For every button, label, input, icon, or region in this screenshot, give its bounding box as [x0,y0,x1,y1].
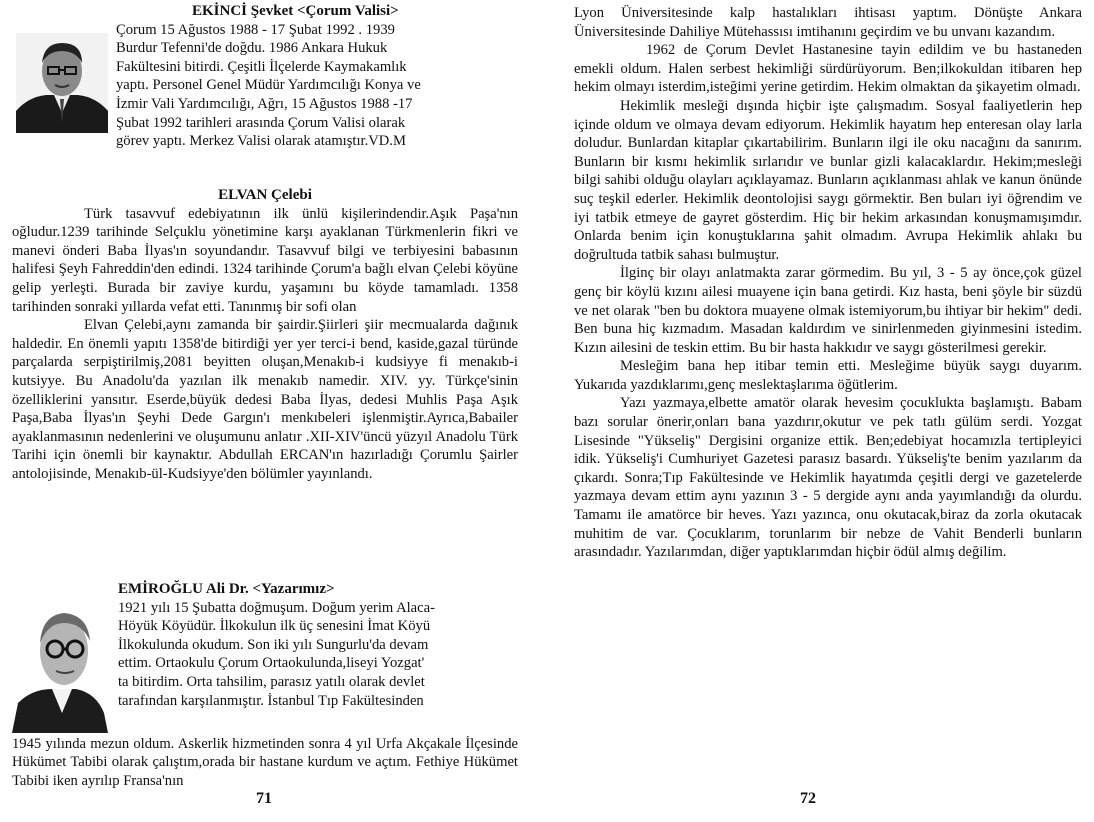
body-paragraph: Elvan Çelebi,aynı zamanda bir şairdir.Şiirleri şiir mecmualarda dağınık haldedir. En önemli yapıtı 1358'de bitirdiği yer yer terci-i bend, kaside,gazal türünde parçalarda serpiştirilmiş,2081 beyitten oluşan,Menakıb-i kudsiyye fi menakıb-i kutsiyye. Bu Anadolu'da yazılan ilk menakıb namedir. XIV. yy. Türkçe'sinin özelliklerini yansıtır. Eserde,büyük dedesi Baba İlyas, dedesi Muhlis Paşa Aşık Paşa,Baba İlyas'ın Şeyhi Dede Gargın'ı menkıbeleri işlenmiştir.Ayrıca,Babailer ayaklanmasının nedenlerini ve oluşumunu anlatır .XII-XIV'üncü yüzyıl Anadolu Türk Tarihi için önemli bir kaynaktır. Abdullah ERCAN'ın hazırladığı Çorumlu Şairler antolojisinde, Menakıb-ül-Kudsiyye'den bölümler yayınlandı. [12,317,518,482]
entry-heading: EMİROĞLU Ali Dr. <Yazarımız> [118,581,335,597]
portrait-photo-ekinci [16,33,108,133]
entry-line: ettim. Ortaokulu Çorum Ortaokulunda,liseyi Yozgat' [118,655,425,672]
entry-heading: EKİNCİ Şevket <Çorum Valisi> [192,3,399,19]
entry-line: tarafından karşılanmıştır. İstanbul Tıp Fakültesinden [118,692,424,709]
entry-line: Fakültesini bitirdi. Çeşitli İlçelerde Kaymakamlık [116,58,407,75]
entry-line: 1921 yılı 15 Şubatta doğmuşum. Doğum yerim Alaca- [118,599,435,616]
entry-line: Şubat 1992 tarihleri arasında Çorum Valisi olarak [116,114,406,131]
entry-line: Höyük Köyüdür. İlkokulun ilk üç senesini İmat Köyü [118,618,431,635]
entry-elvan-celebi [12,186,518,484]
entry-emiroglu-ali [12,566,518,790]
page-number: 71 [256,790,272,807]
body-paragraph: Mesleğim bana hep itibar temin etti. Mesleğime büyük saygı duyarım. Yukarıda yazdıklarımı,genç meslektaşlarıma öğütlerim. [574,358,1082,393]
right-page [574,0,1082,822]
body-paragraph: 1962 de Çorum Devlet Hastanesine tayin edildim ve bu hastaneden emekli oldum. Halen serbest hekimliği sürdürüyorum. Ben;ilkokuldan itibaren hep hekim olmayı isterdim,isteğimi yerine getirdim. Hekim olmaktan da şikayetim olmadı. [574,42,1082,96]
page-number: 72 [800,790,816,807]
entry-line: ta bitirdim. Orta tahsilim, parasız yatılı olarak devlet [118,673,425,690]
entry-line: Çorum 15 Ağustos 1988 - 17 Şubat 1992 . 1939 [116,21,395,38]
entry-line: görev yaptı. Merkez Valisi olarak atamıştır.VD.M [116,133,406,150]
body-paragraph: Türk tasavvuf edebiyatının ilk ünlü kişilerindendir.Aşık Paşa'nın oğludur.1239 tarihinde Selçuklu yönetimine karşı ayaklanan Türkmenlerin fikri ve manevi önderi Baba İlyas'ın soyundandır. Tasavvuf bilgi ve terbiyesini babasının halifesi Şeyh Fahreddin'den edindi. 1324 tarihinde Çorum'a bağlı elvan Çelebi köyüne gelip yerleşti. Burada bir zaviye kurdu, yaşamını bu köyde tamamladı. 1358 tarihinden sonraki yıllarda vefat etti. Tanınmış bir sofi olan [12,205,518,315]
entry-ekinci-sevket [12,2,518,151]
entry-heading: ELVAN Çelebi [218,187,312,203]
body-paragraph: İlginç bir olayı anlatmakta zarar görmedim. Bu yıl, 3 - 5 ay önce,çok güzel genç bir köylü kızını ailesi muayene için bana getirdi. Kız hasta, beni şöyle bir süzdü ve net olarak "ben bu doktora muayene olmak istemiyorum,bu ihtiyar bir hekim" dedi. Ben buna hiç kızmadım. Masadan kaldırdım ve sinirlenmeden giyinmesini istedim. Kızın ailesini de teskin ettim. Bu bir hasta hakkıdır ve saygı gösterilmesi gerekir. [574,265,1082,356]
entry-line: Burdur Tefenni'de doğdu. 1986 Ankara Hukuk [116,40,388,57]
left-page [12,0,518,822]
body-paragraph: 1945 yılında mezun oldum. Askerlik hizmetinden sonra 4 yıl Urfa Akçakale İlçesinde Hükümet Tabibi olarak çalıştım,orada bir hastane kurdum ve açtım. Fethiye Hükümet Tabibi iken ayrılıp Fransa'nın [12,735,518,789]
body-paragraph: Yazı yazmaya,elbette amatör olarak hevesim çocuklukta başlamıştı. Babam bazı sorular önerir,onları bana yazdırır,okutur ve pek tatlı gülüm serdi. Yozgat Lisesinde "Yükseliş" Dergisini organize ettik. Ben;edebiyat hocamızla tertipleyici idik. Yükseliş'i Cumhuriyet Gazetesi parasız basardı. Yükseliş'te benim yazılarım da çıkardı. Sonra;Tıp Fakültesinde ve Hekimlik hayatımda çeşitli dergi ve gazetelerde yazmaya devam ettim aynı yazının 3 - 5 dergide aynı anda yayımlandığı da olurdu. Tamamı ile amatörce bir heves. Yazı yazınca, onu okutacak,biraz da zorla okutacak muhitim de var. Çocuklarım, torunlarım bir nebze de Vahit Benderli bunların arasındadır. Yazılarımdan, diğer yaptıklarımdan hiçbir ödül almış değilim. [574,395,1082,561]
right-page-text [574,4,1082,562]
body-paragraph: Hekimlik mesleği dışında hiçbir işte çalışmadım. Sosyal faaliyetlerin hep içinde oldum ve olmaya devam ediyorum. Hekimlik hayatım hep enteresan olay larla doludur. Bunlardan kitaplar çıkartabilirim. Bunların ilgi ile oku nacağını da sanırım. Bunların bir kısmı hekimlik sırlarıdır ve bunlar gizli kalacaklardır. Hekim;mesleği bilgi sahibi olduğu olayları açıklayamaz. Bunların açıklanması ahlak ve kanun önünde suç teşkil ederler. Hekimlik deontolojisi saygı görmektir. Ben buları iyi öğrendim ve iyi tatbik etmeye de gayret gösterdim. Hiç bir hekim arkasından konuşmamışımdır. Onlarda benim için konuştuklarına şahit olmadım. Avrupa Hekimlik ahlakı bu doğrultuda tatbik sahası bulmuştur. [574,97,1082,263]
entry-line: yaptı. Personel Genel Müdür Yardımcılığı Konya ve [116,77,421,94]
entry-line: İzmir Vali Yardımcılığı, Ağrı, 15 Ağustos 1988 -17 [116,95,413,112]
entry-line: İlkokulunda okudum. Son iki yılı Sungurlu'da devam [118,636,429,653]
portrait-photo-emiroglu [12,593,108,733]
body-paragraph: Lyon Üniversitesinde kalp hastalıkları ihtisası yaptım. Dönüşte Ankara Üniversitesinde Dahiliye Mütehassısı imtihanını geçirdim ve bu unvanı kazandım. [574,5,1082,40]
